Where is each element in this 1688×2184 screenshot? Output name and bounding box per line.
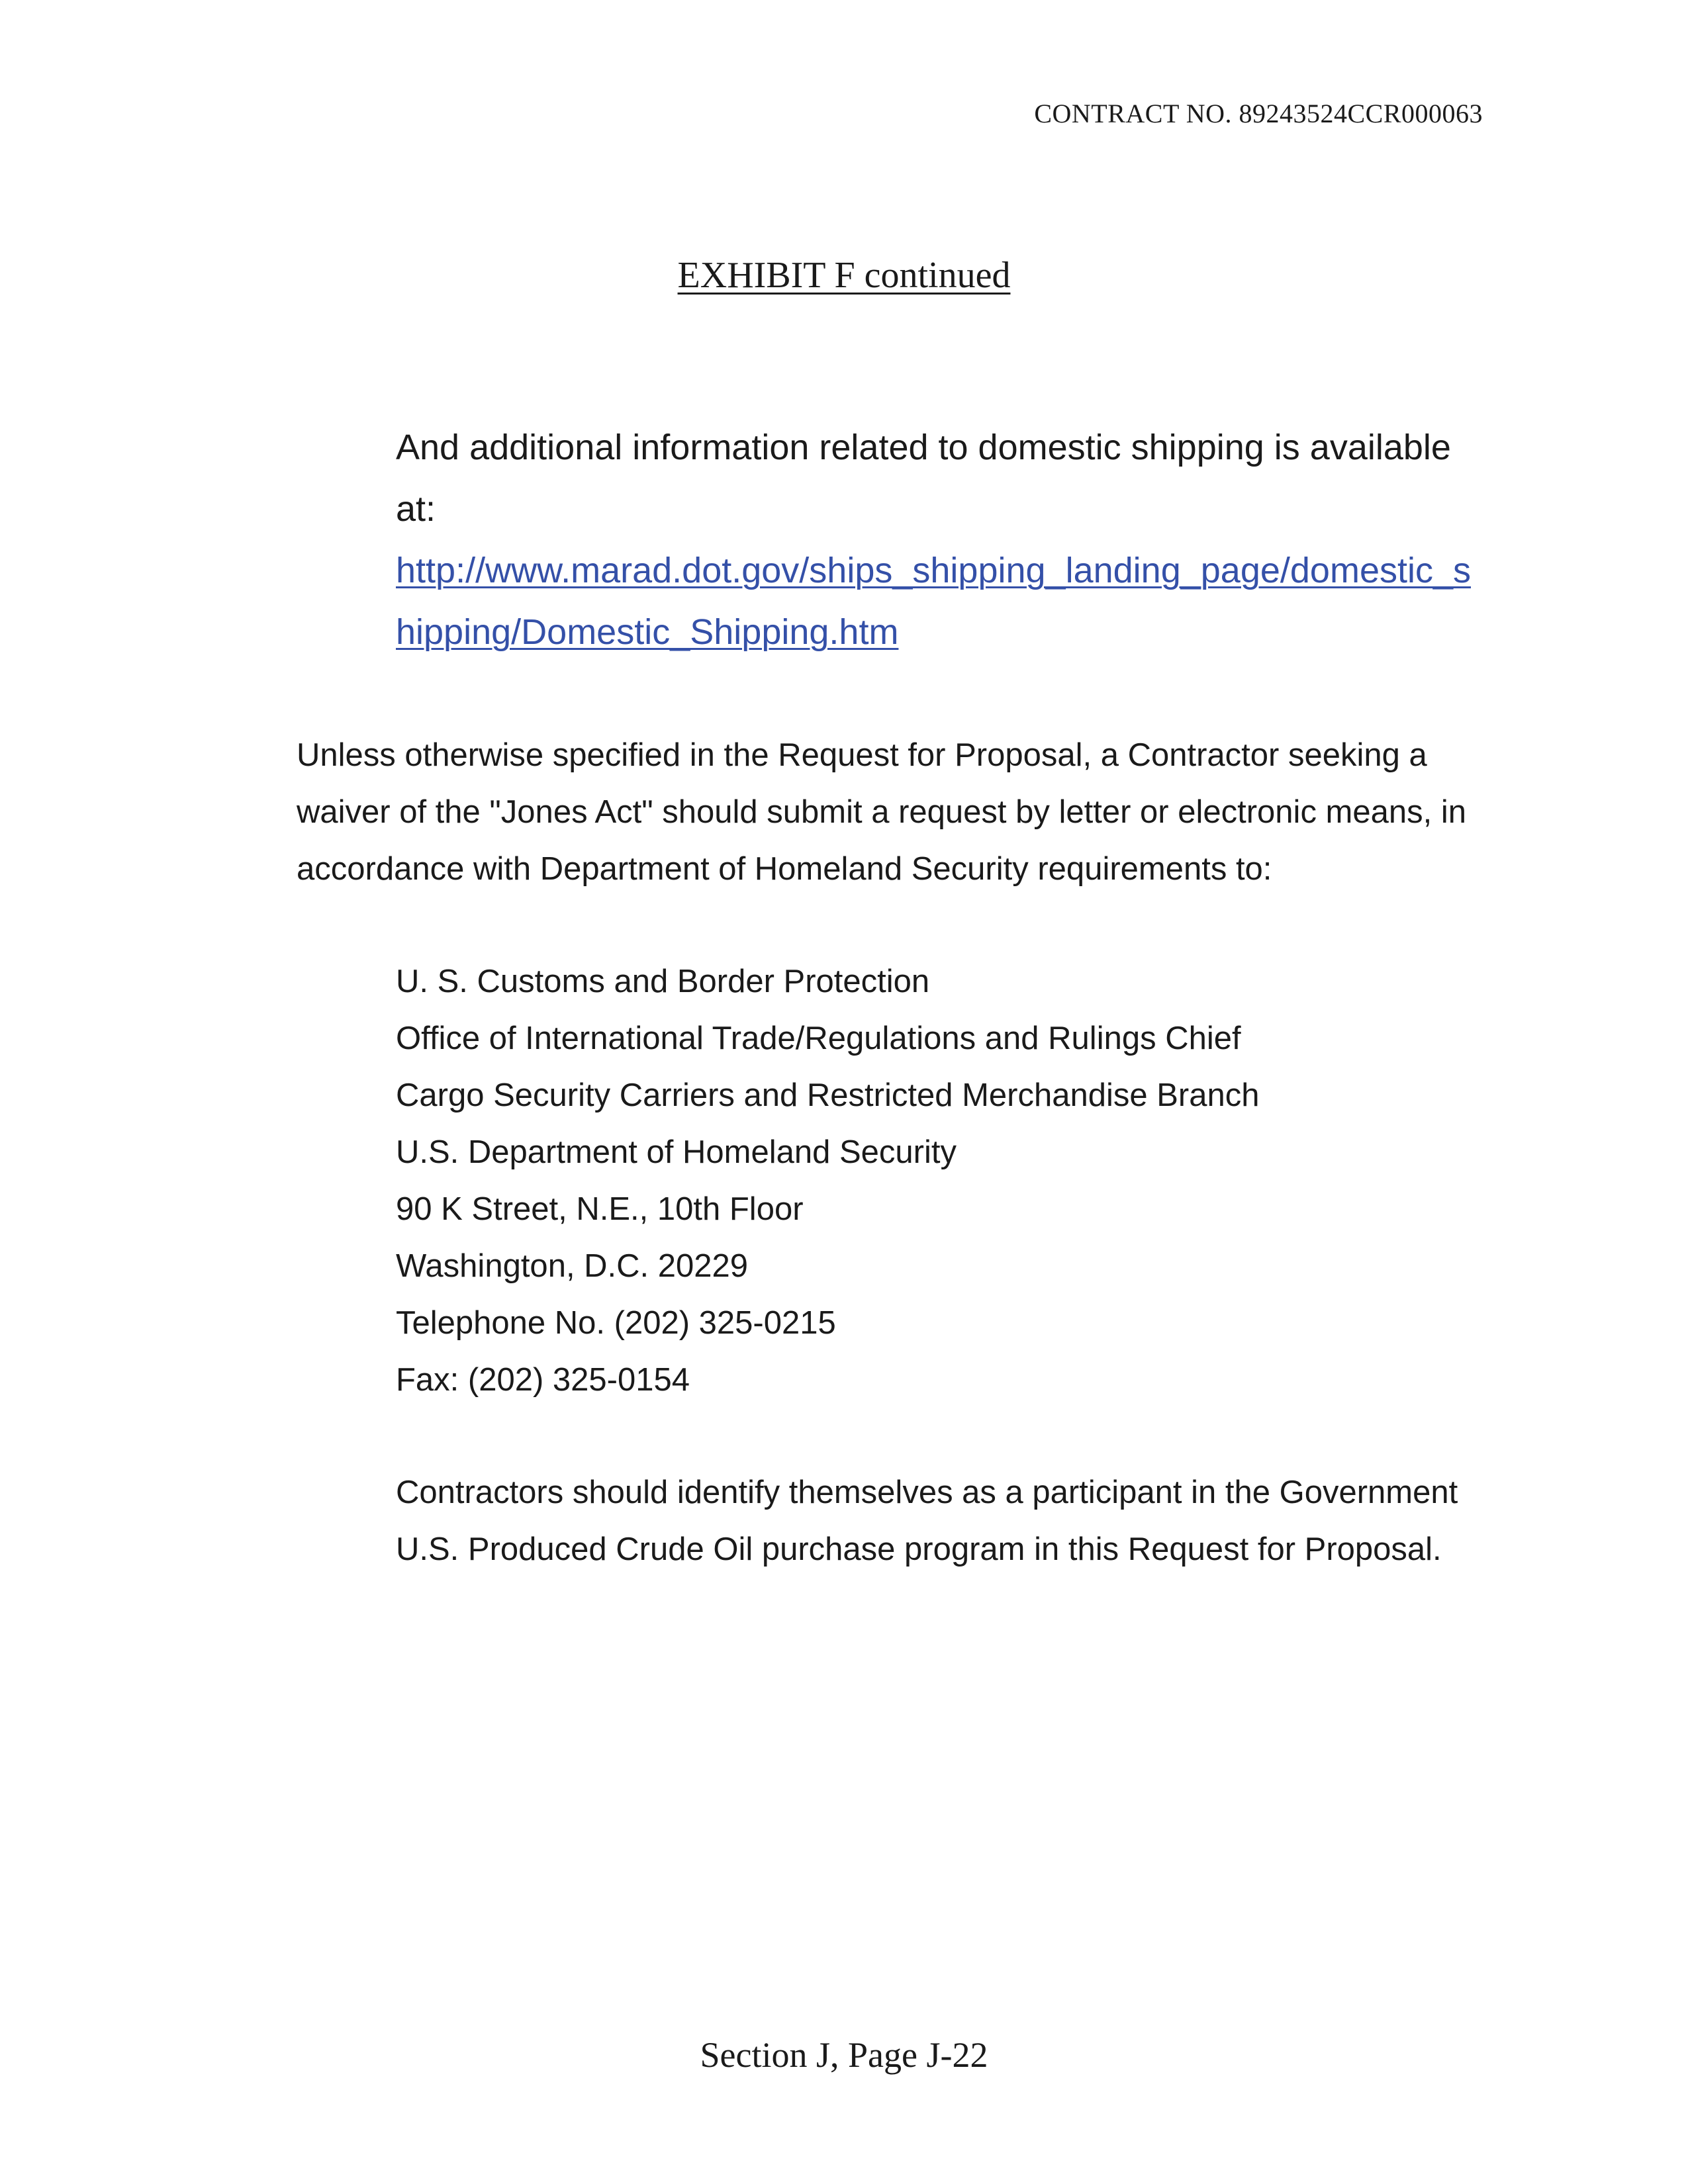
exhibit-title-container [0,254,1688,296]
address-line-office: Office of International Trade/Regulations and Rulings Chief [396,1021,1241,1056]
address-line-fax: Fax: (202) 325-0154 [396,1362,690,1398]
domestic-shipping-link[interactable]: http://www.marad.dot.gov/ships_shipping_landing_page/domestic_shipping/Domestic_Shipping.htm [396,551,1472,652]
page-footer: Section J, Page J-22 [700,2035,988,2075]
address-line-department: U.S. Department of Homeland Security [396,1134,957,1170]
intro-text: And additional information related to domestic shipping is available at: [396,428,1451,529]
address-line-telephone: Telephone No. (202) 325-0215 [396,1305,836,1341]
address-block [396,953,1495,1408]
waiver-paragraph: Unless otherwise specified in the Request for Proposal, a Contractor seeking a waiver of the "Jones Act" should submit a request by letter or electronic means, in accordance with Department of Homeland Security requirements to: [297,737,1466,887]
closing-paragraph: Contractors should identify themselves as a participant in the Government U.S. Produced Crude Oil purchase program in this Request for Proposal. [396,1475,1458,1567]
exhibit-title: EXHIBIT F continued [677,255,1011,296]
intro-block [396,417,1481,663]
address-line-city: Washington, D.C. 20229 [396,1248,749,1284]
address-line-agency: U. S. Customs and Border Protection [396,964,930,999]
contract-number: CONTRACT NO. 89243524CCR000063 [1034,99,1483,128]
address-line-street: 90 K Street, N.E., 10th Floor [396,1191,804,1227]
address-line-branch: Cargo Security Carriers and Restricted Merchandise Branch [396,1077,1260,1113]
